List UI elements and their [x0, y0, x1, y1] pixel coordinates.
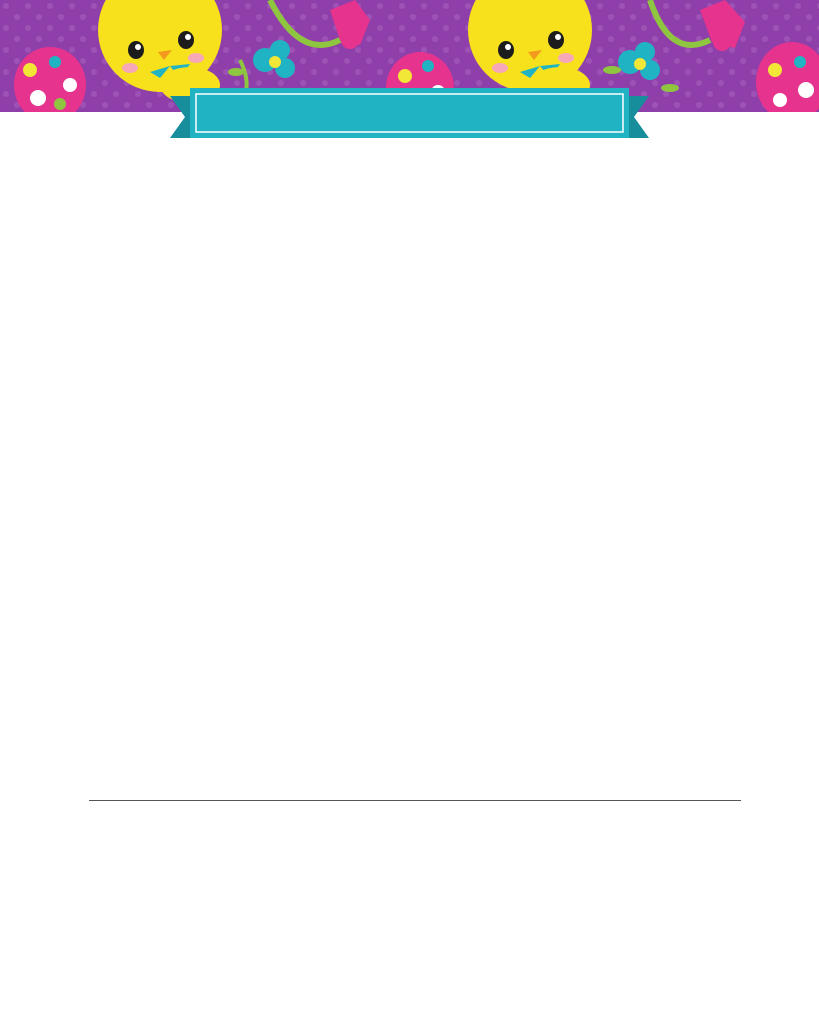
divider: [89, 800, 741, 801]
title-banner: [0, 0, 819, 150]
footer-stripes: [0, 968, 819, 1024]
